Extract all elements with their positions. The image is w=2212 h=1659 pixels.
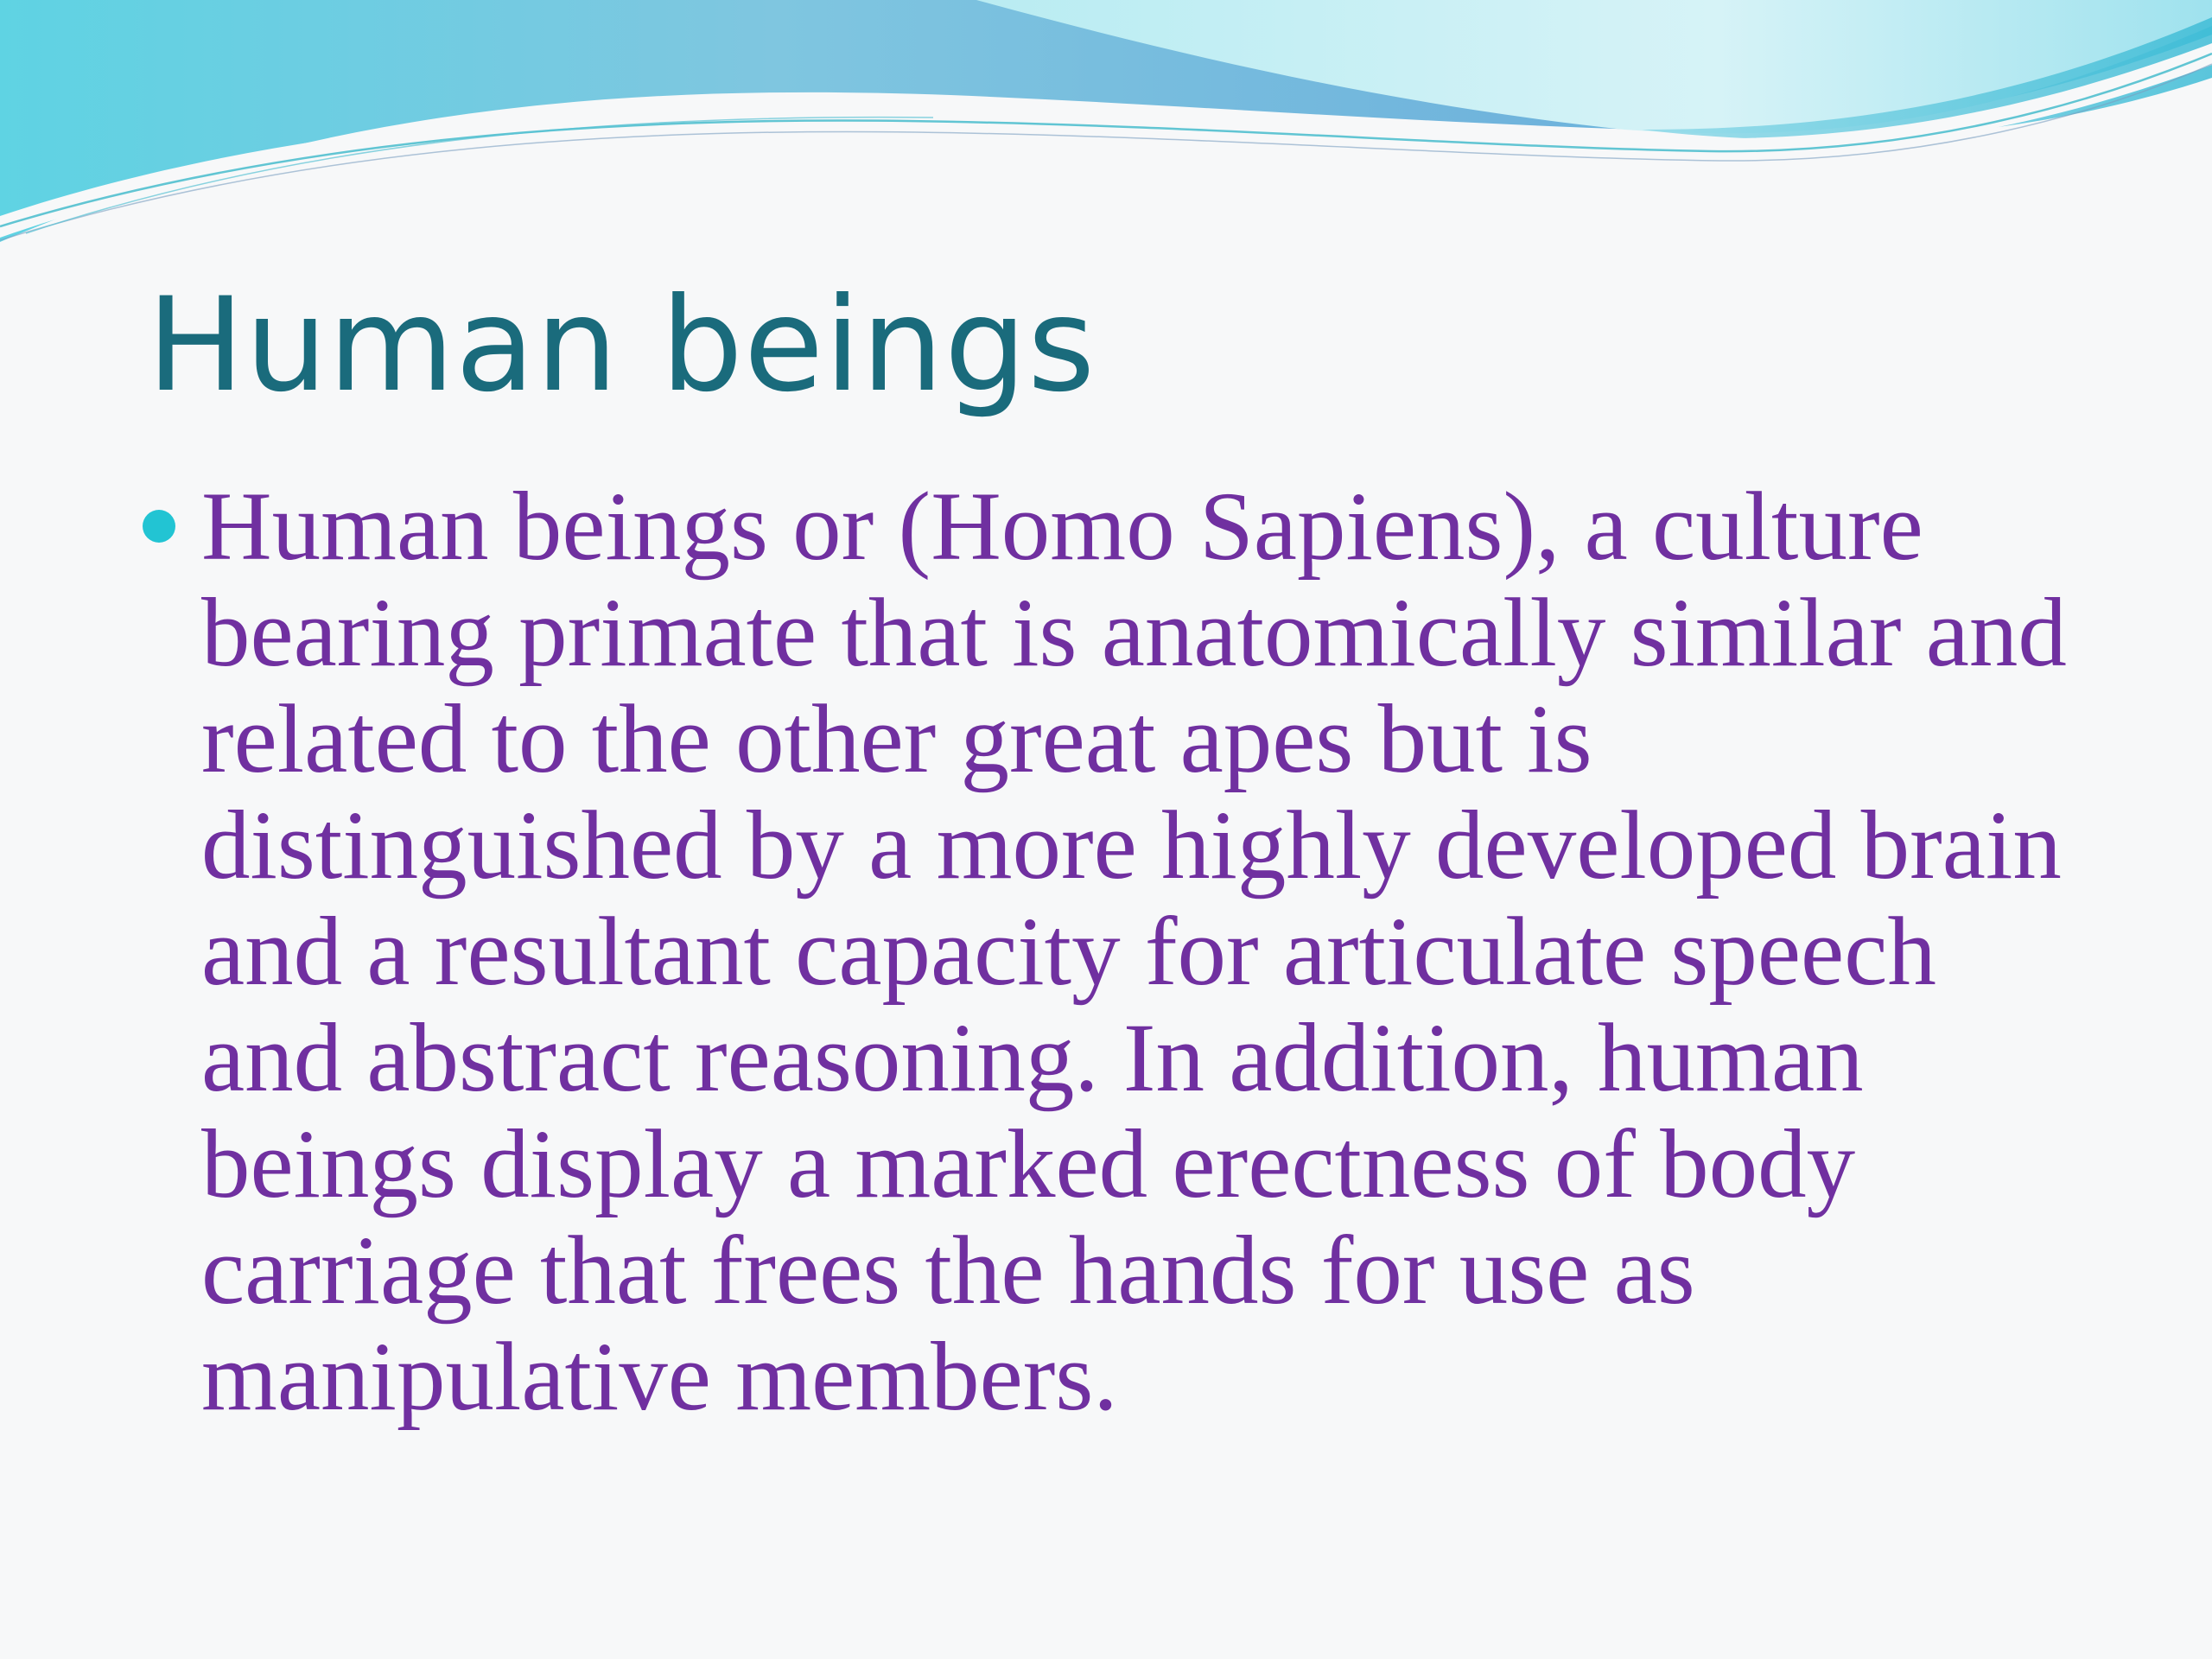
bullet-item (143, 474, 2095, 1430)
slide-title: Human beings (147, 270, 1096, 421)
bullet-list (143, 474, 2095, 1430)
filled-circle-bullet-icon (143, 510, 175, 543)
header-wave-decoration (0, 0, 2212, 259)
bullet-text: Human beings or (Homo Sapiens), a culture bearing primate that is anatomically similar and related to the other great apes but is distinguished by a more highly developed brain and a resultant capacity for articulate speech and abstract reasoning. In addition, human beings display a marked erectness of body carriage that frees the hands for use as manipulative members. (201, 473, 2067, 1431)
